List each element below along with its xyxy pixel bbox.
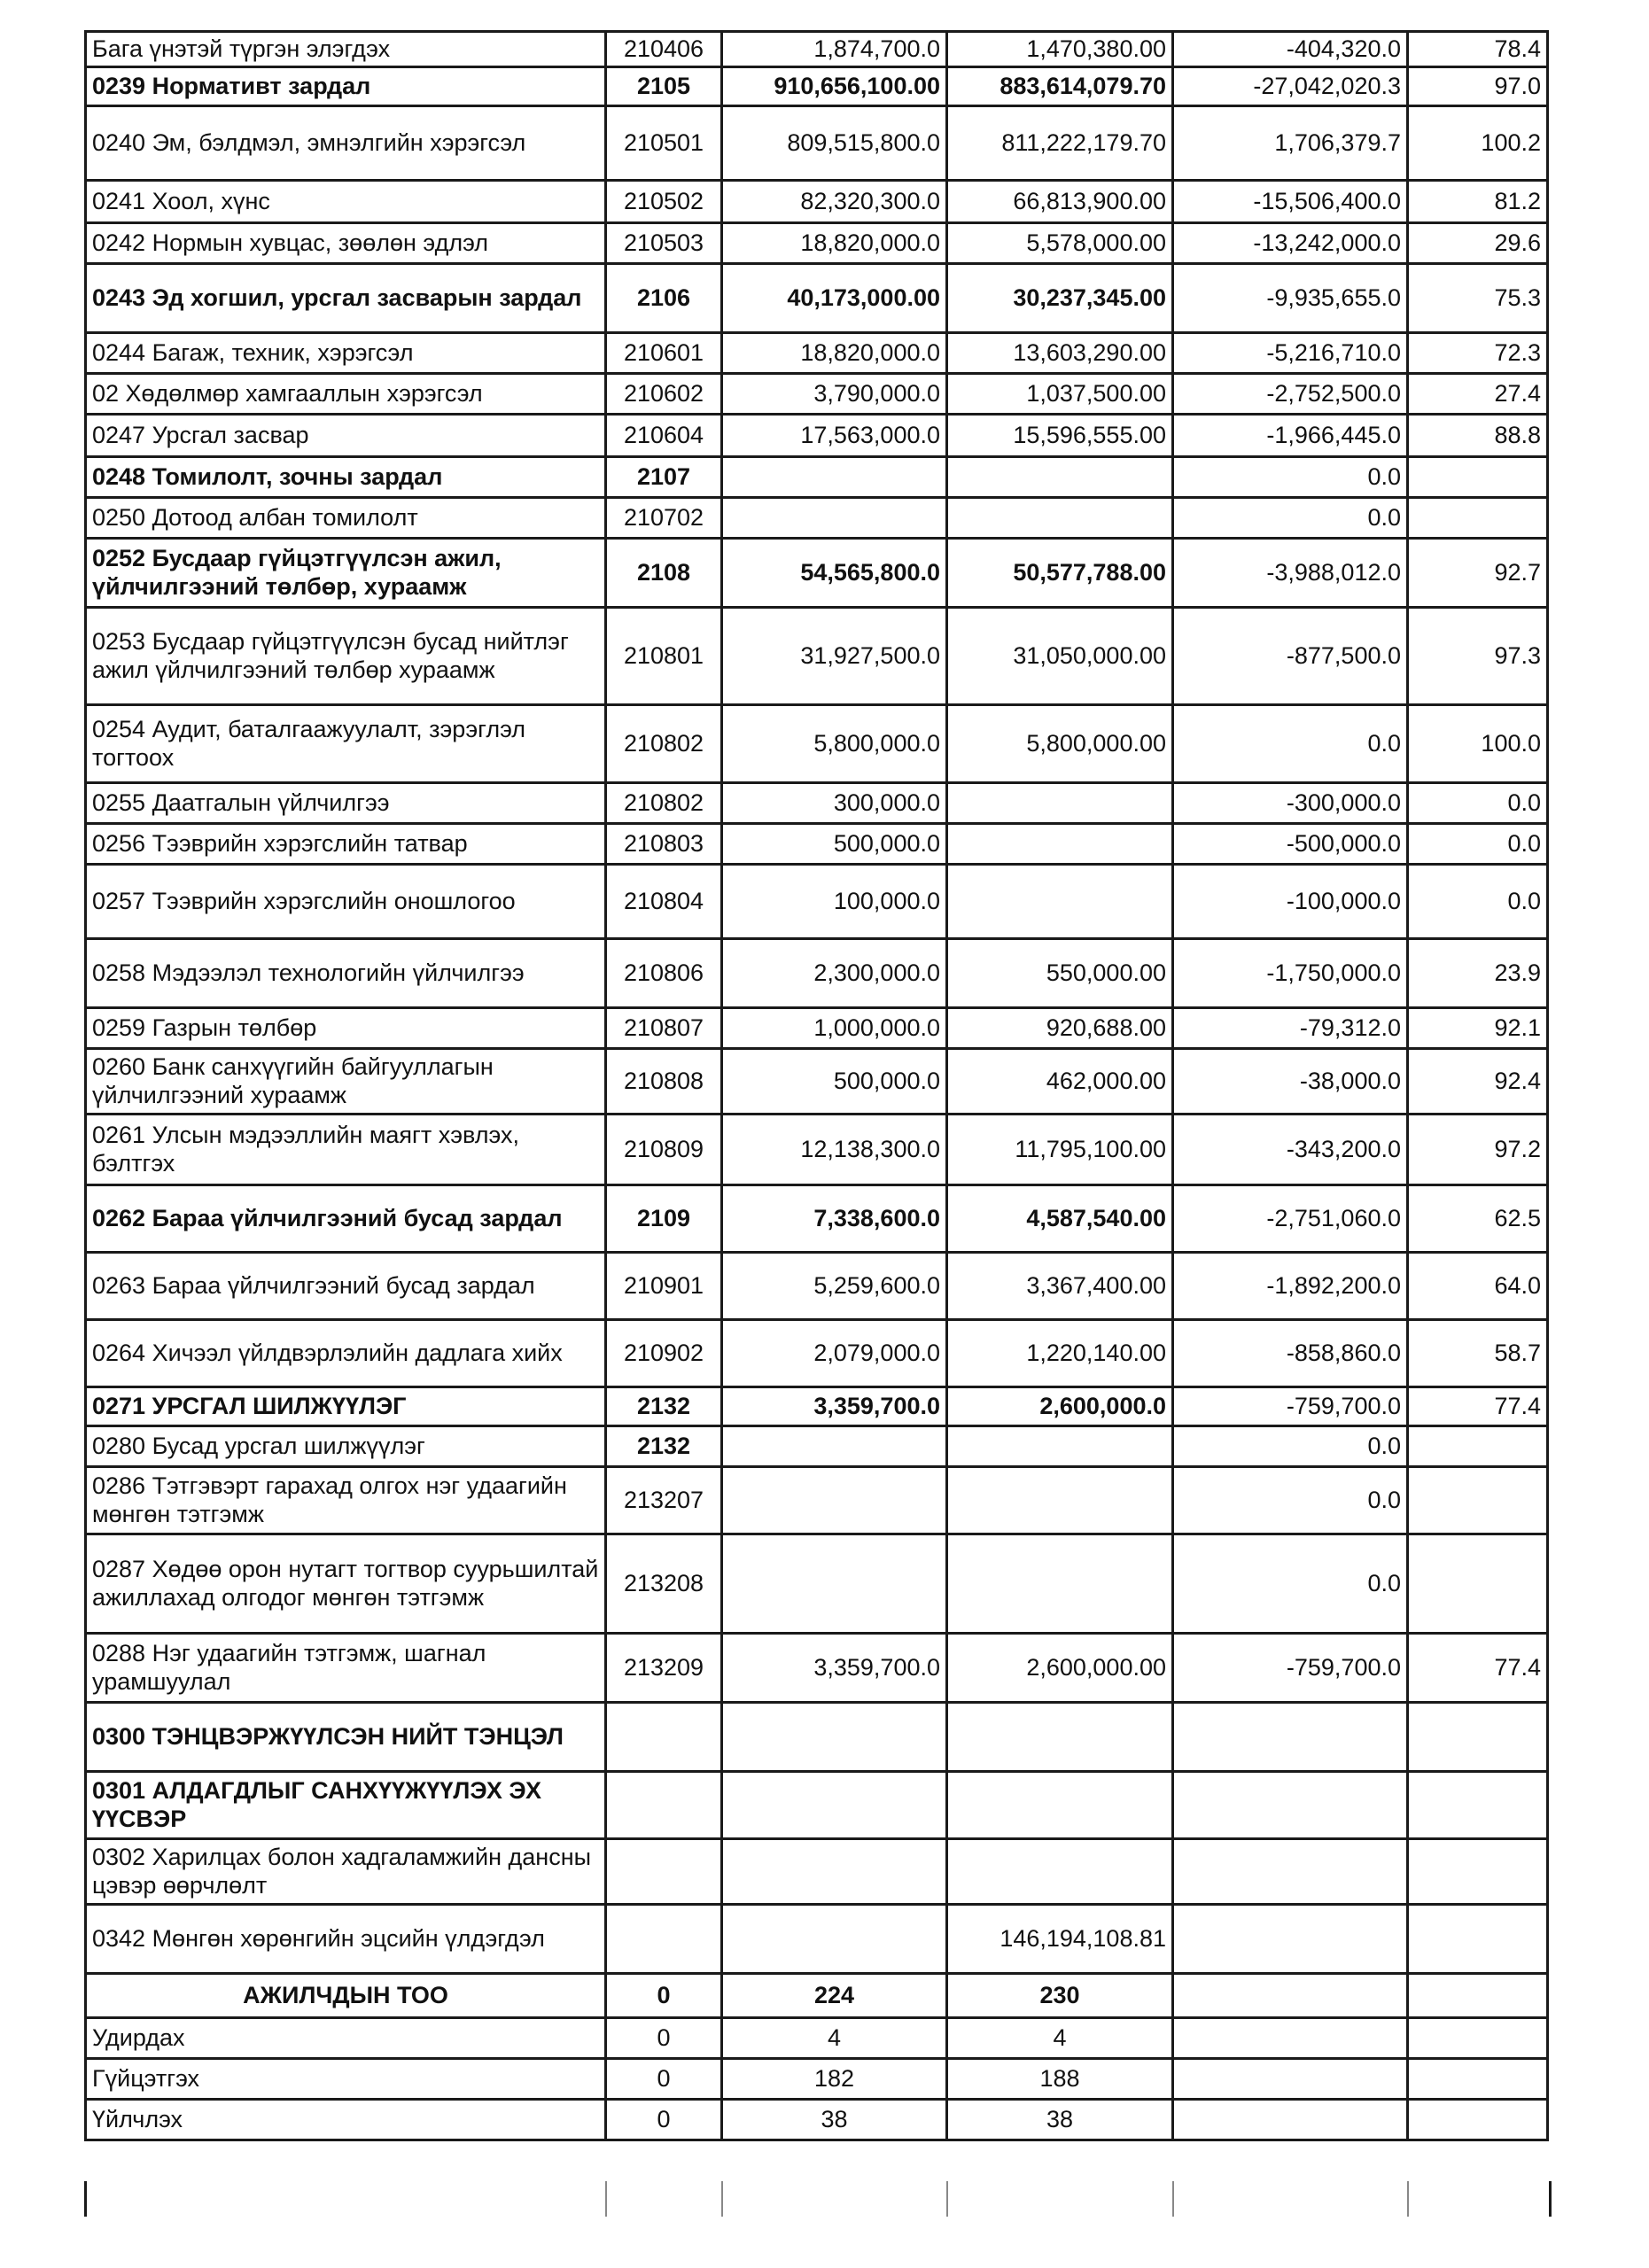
row-plan-amount: 2,079,000.0 — [722, 1320, 947, 1387]
row-plan-amount — [722, 1839, 947, 1905]
column-divider — [1172, 2181, 1174, 2217]
staff-plan-count: 224 — [722, 1974, 947, 2018]
staff-actual-count: 230 — [947, 1974, 1173, 2018]
row-actual-amount — [947, 865, 1173, 939]
row-difference: -1,892,200.0 — [1173, 1253, 1408, 1320]
row-name: 0301 АЛДАГДЛЫГ САНХҮҮЖҮҮЛЭХ ЭХ ҮҮСВЭР — [86, 1772, 606, 1839]
row-difference: -13,242,000.0 — [1173, 223, 1408, 264]
table-row — [86, 415, 1548, 457]
empty-cell — [1408, 2018, 1548, 2059]
row-percent — [1408, 457, 1548, 498]
staff-category: Удирдах — [86, 2018, 606, 2059]
row-plan-amount: 31,927,500.0 — [722, 608, 947, 705]
row-name: 0264 Хичээл үйлдвэрлэлийн дадлага хийх — [86, 1320, 606, 1387]
row-code: 210806 — [606, 939, 722, 1008]
row-name: 0252 Бусдаар гүйцэтгүүлсэн ажил, үйлчилгээний төлбөр, хураамж — [86, 539, 606, 608]
staff-plan-count: 38 — [722, 2100, 947, 2140]
row-name: 0287 Хөдөө орон нутагт тогтвор суурьшилтай ажиллахад олгодог мөнгөн тэтгэмж — [86, 1534, 606, 1634]
row-plan-amount: 1,874,700.0 — [722, 32, 947, 67]
row-percent: 97.3 — [1408, 608, 1548, 705]
row-name: 0244 Багаж, техник, хэрэгсэл — [86, 333, 606, 374]
row-name: 0288 Нэг удаагийн тэтгэмж, шагнал урамшуулал — [86, 1634, 606, 1703]
table-row — [86, 1320, 1548, 1387]
empty-cell — [1408, 1974, 1548, 2018]
row-plan-amount — [722, 1905, 947, 1974]
staff-code: 0 — [606, 2059, 722, 2100]
staff-row — [86, 1974, 1548, 2018]
row-code: 2105 — [606, 67, 722, 106]
row-actual-amount: 5,800,000.00 — [947, 705, 1173, 783]
row-difference: -27,042,020.3 — [1173, 67, 1408, 106]
row-plan-amount: 17,563,000.0 — [722, 415, 947, 457]
row-actual-amount — [947, 1467, 1173, 1534]
row-name: 0280 Бусад урсгал шилжүүлэг — [86, 1426, 606, 1467]
row-code: 210501 — [606, 106, 722, 181]
staff-row — [86, 2059, 1548, 2100]
row-code: 210803 — [606, 824, 722, 865]
row-code: 2106 — [606, 264, 722, 333]
row-actual-amount: 146,194,108.81 — [947, 1905, 1173, 1974]
row-plan-amount — [722, 1772, 947, 1839]
row-percent: 58.7 — [1408, 1320, 1548, 1387]
row-name: 0243 Эд хогшил, урсгал засварын зардал — [86, 264, 606, 333]
row-actual-amount — [947, 783, 1173, 824]
row-difference: -15,506,400.0 — [1173, 181, 1408, 223]
row-percent: 88.8 — [1408, 415, 1548, 457]
row-percent: 77.4 — [1408, 1387, 1548, 1426]
row-difference: -404,320.0 — [1173, 32, 1408, 67]
row-actual-amount: 811,222,179.70 — [947, 106, 1173, 181]
row-actual-amount — [947, 824, 1173, 865]
row-plan-amount — [722, 457, 947, 498]
row-plan-amount: 3,359,700.0 — [722, 1387, 947, 1426]
table-row — [86, 1185, 1548, 1253]
row-code: 210902 — [606, 1320, 722, 1387]
row-code: 210901 — [606, 1253, 722, 1320]
row-name: 0239 Нормативт зардал — [86, 67, 606, 106]
table-row — [86, 1634, 1548, 1703]
row-actual-amount — [947, 498, 1173, 539]
table-row — [86, 181, 1548, 223]
row-name: 0247 Урсгал засвар — [86, 415, 606, 457]
row-actual-amount: 66,813,900.00 — [947, 181, 1173, 223]
row-name: 0248 Томилолт, зочны зардал — [86, 457, 606, 498]
row-plan-amount — [722, 1703, 947, 1772]
table-row — [86, 1115, 1548, 1185]
staff-plan-count: 182 — [722, 2059, 947, 2100]
row-code: 210502 — [606, 181, 722, 223]
row-plan-amount: 809,515,800.0 — [722, 106, 947, 181]
row-difference: -1,966,445.0 — [1173, 415, 1408, 457]
row-plan-amount — [722, 1467, 947, 1534]
row-percent: 29.6 — [1408, 223, 1548, 264]
table-row — [86, 1772, 1548, 1839]
row-percent: 0.0 — [1408, 824, 1548, 865]
row-difference: -100,000.0 — [1173, 865, 1408, 939]
staff-row — [86, 2018, 1548, 2059]
row-name: 0342 Мөнгөн хөрөнгийн эцсийн үлдэгдэл — [86, 1905, 606, 1974]
staff-plan-count: 4 — [722, 2018, 947, 2059]
table-row — [86, 865, 1548, 939]
row-difference: -38,000.0 — [1173, 1049, 1408, 1115]
table-row — [86, 1253, 1548, 1320]
row-difference: 0.0 — [1173, 1426, 1408, 1467]
row-difference: -343,200.0 — [1173, 1115, 1408, 1185]
row-name: 0242 Нормын хувцас, зөөлөн эдлэл — [86, 223, 606, 264]
row-percent — [1408, 1905, 1548, 1974]
row-actual-amount — [947, 1839, 1173, 1905]
row-difference: 0.0 — [1173, 1534, 1408, 1634]
row-actual-amount: 13,603,290.00 — [947, 333, 1173, 374]
row-percent: 64.0 — [1408, 1253, 1548, 1320]
row-plan-amount: 2,300,000.0 — [722, 939, 947, 1008]
table-row — [86, 1839, 1548, 1905]
row-percent — [1408, 1839, 1548, 1905]
row-name: 0271 УРСГАЛ ШИЛЖҮҮЛЭГ — [86, 1387, 606, 1426]
row-name: 0260 Банк санхүүгийн байгууллагын үйлчилгээний хураамж — [86, 1049, 606, 1115]
table-row — [86, 32, 1548, 67]
column-divider — [946, 2181, 948, 2217]
table-row — [86, 106, 1548, 181]
row-name: 0258 Мэдээлэл технологийн үйлчилгээ — [86, 939, 606, 1008]
table-row — [86, 333, 1548, 374]
column-divider — [721, 2181, 723, 2217]
table-row — [86, 539, 1548, 608]
row-plan-amount: 500,000.0 — [722, 1049, 947, 1115]
row-name: 0250 Дотоод албан томилолт — [86, 498, 606, 539]
row-difference — [1173, 1839, 1408, 1905]
staff-category: Гүйцэтгэх — [86, 2059, 606, 2100]
staff-category: Үйлчлэх — [86, 2100, 606, 2140]
row-percent — [1408, 1467, 1548, 1534]
row-plan-amount: 1,000,000.0 — [722, 1008, 947, 1049]
row-difference: -759,700.0 — [1173, 1387, 1408, 1426]
empty-cell — [1173, 2100, 1408, 2140]
row-actual-amount: 15,596,555.00 — [947, 415, 1173, 457]
row-actual-amount: 4,587,540.00 — [947, 1185, 1173, 1253]
table-row — [86, 1008, 1548, 1049]
row-actual-amount: 1,470,380.00 — [947, 32, 1173, 67]
row-name: 0254 Аудит, баталгаажуулалт, зэрэглэл тогтоох — [86, 705, 606, 783]
staff-code: 0 — [606, 1974, 722, 2018]
row-percent: 72.3 — [1408, 333, 1548, 374]
row-code — [606, 1839, 722, 1905]
row-code — [606, 1703, 722, 1772]
row-plan-amount: 82,320,300.0 — [722, 181, 947, 223]
staff-code: 0 — [606, 2100, 722, 2140]
row-code: 213208 — [606, 1534, 722, 1634]
staff-actual-count: 4 — [947, 2018, 1173, 2059]
row-difference: -300,000.0 — [1173, 783, 1408, 824]
row-actual-amount: 1,220,140.00 — [947, 1320, 1173, 1387]
row-code: 210406 — [606, 32, 722, 67]
table-row — [86, 374, 1548, 415]
row-percent: 62.5 — [1408, 1185, 1548, 1253]
table-row — [86, 1703, 1548, 1772]
table-row — [86, 457, 1548, 498]
row-difference: -5,216,710.0 — [1173, 333, 1408, 374]
row-actual-amount: 11,795,100.00 — [947, 1115, 1173, 1185]
row-code: 213209 — [606, 1634, 722, 1703]
row-percent: 97.0 — [1408, 67, 1548, 106]
row-actual-amount: 920,688.00 — [947, 1008, 1173, 1049]
row-actual-amount: 3,367,400.00 — [947, 1253, 1173, 1320]
row-percent: 23.9 — [1408, 939, 1548, 1008]
row-actual-amount: 1,037,500.00 — [947, 374, 1173, 415]
table-row — [86, 705, 1548, 783]
row-name: 0300 ТЭНЦВЭРЖҮҮЛСЭН НИЙТ ТЭНЦЭЛ — [86, 1703, 606, 1772]
staff-category: АЖИЛЧДЫН ТОО — [86, 1974, 606, 2018]
row-code: 210801 — [606, 608, 722, 705]
row-plan-amount: 18,820,000.0 — [722, 223, 947, 264]
row-percent: 77.4 — [1408, 1634, 1548, 1703]
row-code: 210702 — [606, 498, 722, 539]
row-name: 0253 Бусдаар гүйцэтгүүлсэн бусад нийтлэг ажил үйлчилгээний төлбөр хураамж — [86, 608, 606, 705]
row-code — [606, 1905, 722, 1974]
row-percent — [1408, 498, 1548, 539]
empty-cell — [1408, 2059, 1548, 2100]
table-row — [86, 608, 1548, 705]
table-row — [86, 264, 1548, 333]
row-name: 0259 Газрын төлбөр — [86, 1008, 606, 1049]
table-row — [86, 1387, 1548, 1426]
budget-table — [84, 30, 1549, 2141]
row-percent: 27.4 — [1408, 374, 1548, 415]
row-code: 2132 — [606, 1426, 722, 1467]
row-difference — [1173, 1703, 1408, 1772]
row-actual-amount: 883,614,079.70 — [947, 67, 1173, 106]
row-actual-amount — [947, 1703, 1173, 1772]
row-difference: -2,751,060.0 — [1173, 1185, 1408, 1253]
row-name: 0302 Харилцах болон хадгаламжийн дансны цэвэр өөрчлөлт — [86, 1839, 606, 1905]
table-row — [86, 498, 1548, 539]
row-percent: 97.2 — [1408, 1115, 1548, 1185]
row-percent: 0.0 — [1408, 783, 1548, 824]
row-difference: -759,700.0 — [1173, 1634, 1408, 1703]
row-percent — [1408, 1772, 1548, 1839]
row-name: 02 Хөдөлмөр хамгааллын хэрэгсэл — [86, 374, 606, 415]
row-plan-amount: 500,000.0 — [722, 824, 947, 865]
row-name: 0241 Хоол, хүнс — [86, 181, 606, 223]
row-difference: -500,000.0 — [1173, 824, 1408, 865]
row-actual-amount: 462,000.00 — [947, 1049, 1173, 1115]
table-row — [86, 1905, 1548, 1974]
staff-actual-count: 38 — [947, 2100, 1173, 2140]
row-plan-amount: 18,820,000.0 — [722, 333, 947, 374]
row-difference: 0.0 — [1173, 498, 1408, 539]
row-percent: 100.0 — [1408, 705, 1548, 783]
row-difference: 1,706,379.7 — [1173, 106, 1408, 181]
row-percent — [1408, 1534, 1548, 1634]
row-plan-amount: 100,000.0 — [722, 865, 947, 939]
row-difference: 0.0 — [1173, 457, 1408, 498]
row-plan-amount: 5,800,000.0 — [722, 705, 947, 783]
row-code: 213207 — [606, 1467, 722, 1534]
row-name: 0263 Бараа үйлчилгээний бусад зардал — [86, 1253, 606, 1320]
row-difference: -79,312.0 — [1173, 1008, 1408, 1049]
row-actual-amount: 50,577,788.00 — [947, 539, 1173, 608]
row-plan-amount: 300,000.0 — [722, 783, 947, 824]
row-difference: -2,752,500.0 — [1173, 374, 1408, 415]
table-bottom-strip — [84, 2181, 1552, 2217]
row-code: 210802 — [606, 783, 722, 824]
row-name: 0262 Бараа үйлчилгээний бусад зардал — [86, 1185, 606, 1253]
row-code: 210807 — [606, 1008, 722, 1049]
row-plan-amount: 12,138,300.0 — [722, 1115, 947, 1185]
row-name: 0257 Тээврийн хэрэгслийн оношлогоо — [86, 865, 606, 939]
table-row — [86, 1467, 1548, 1534]
staff-actual-count: 188 — [947, 2059, 1173, 2100]
row-code: 2108 — [606, 539, 722, 608]
row-difference — [1173, 1905, 1408, 1974]
row-difference: -3,988,012.0 — [1173, 539, 1408, 608]
table-row — [86, 783, 1548, 824]
row-actual-amount: 550,000.00 — [947, 939, 1173, 1008]
row-actual-amount: 2,600,000.0 — [947, 1387, 1173, 1426]
row-plan-amount: 910,656,100.00 — [722, 67, 947, 106]
row-plan-amount: 3,359,700.0 — [722, 1634, 947, 1703]
table-row — [86, 824, 1548, 865]
row-plan-amount: 54,565,800.0 — [722, 539, 947, 608]
row-code: 210808 — [606, 1049, 722, 1115]
row-percent — [1408, 1426, 1548, 1467]
row-difference: 0.0 — [1173, 705, 1408, 783]
row-difference: -9,935,655.0 — [1173, 264, 1408, 333]
row-code: 210604 — [606, 415, 722, 457]
row-name: 0256 Тээврийн хэрэгслийн татвар — [86, 824, 606, 865]
row-percent: 75.3 — [1408, 264, 1548, 333]
row-difference: -877,500.0 — [1173, 608, 1408, 705]
row-code: 2132 — [606, 1387, 722, 1426]
row-plan-amount: 40,173,000.00 — [722, 264, 947, 333]
row-percent: 100.2 — [1408, 106, 1548, 181]
table-row — [86, 67, 1548, 106]
row-percent: 92.7 — [1408, 539, 1548, 608]
row-difference: -1,750,000.0 — [1173, 939, 1408, 1008]
row-actual-amount — [947, 1426, 1173, 1467]
row-difference: 0.0 — [1173, 1467, 1408, 1534]
table-row — [86, 1534, 1548, 1634]
row-difference — [1173, 1772, 1408, 1839]
row-plan-amount: 7,338,600.0 — [722, 1185, 947, 1253]
row-plan-amount — [722, 498, 947, 539]
row-actual-amount: 30,237,345.00 — [947, 264, 1173, 333]
empty-cell — [1173, 2018, 1408, 2059]
row-code: 210802 — [606, 705, 722, 783]
row-percent: 92.4 — [1408, 1049, 1548, 1115]
row-plan-amount — [722, 1534, 947, 1634]
column-divider — [1407, 2181, 1409, 2217]
row-code: 210809 — [606, 1115, 722, 1185]
row-name: 0240 Эм, бэлдмэл, эмнэлгийн хэрэгсэл — [86, 106, 606, 181]
row-percent: 0.0 — [1408, 865, 1548, 939]
row-name: Бага үнэтэй түргэн элэгдэх — [86, 32, 606, 67]
row-name: 0255 Даатгалын үйлчилгээ — [86, 783, 606, 824]
row-code: 210602 — [606, 374, 722, 415]
empty-cell — [1173, 1974, 1408, 2018]
row-code — [606, 1772, 722, 1839]
empty-cell — [1173, 2059, 1408, 2100]
row-code: 2109 — [606, 1185, 722, 1253]
row-actual-amount — [947, 1534, 1173, 1634]
row-actual-amount — [947, 457, 1173, 498]
row-percent: 92.1 — [1408, 1008, 1548, 1049]
row-code: 210804 — [606, 865, 722, 939]
row-code: 210503 — [606, 223, 722, 264]
row-actual-amount: 2,600,000.00 — [947, 1634, 1173, 1703]
row-actual-amount: 5,578,000.00 — [947, 223, 1173, 264]
table-row — [86, 223, 1548, 264]
empty-cell — [1408, 2100, 1548, 2140]
row-plan-amount: 3,790,000.0 — [722, 374, 947, 415]
row-code: 2107 — [606, 457, 722, 498]
row-actual-amount — [947, 1772, 1173, 1839]
row-percent: 78.4 — [1408, 32, 1548, 67]
column-divider — [605, 2181, 607, 2217]
staff-code: 0 — [606, 2018, 722, 2059]
row-percent: 81.2 — [1408, 181, 1548, 223]
row-plan-amount: 5,259,600.0 — [722, 1253, 947, 1320]
row-name: 0261 Улсын мэдээллийн маягт хэвлэх, бэлтгэх — [86, 1115, 606, 1185]
row-percent — [1408, 1703, 1548, 1772]
staff-row — [86, 2100, 1548, 2140]
row-actual-amount: 31,050,000.00 — [947, 608, 1173, 705]
row-code: 210601 — [606, 333, 722, 374]
row-plan-amount — [722, 1426, 947, 1467]
row-name: 0286 Тэтгэвэрт гарахад олгох нэг удаагийн мөнгөн тэтгэмж — [86, 1467, 606, 1534]
table-row — [86, 1049, 1548, 1115]
table-row — [86, 939, 1548, 1008]
row-difference: -858,860.0 — [1173, 1320, 1408, 1387]
table-row — [86, 1426, 1548, 1467]
